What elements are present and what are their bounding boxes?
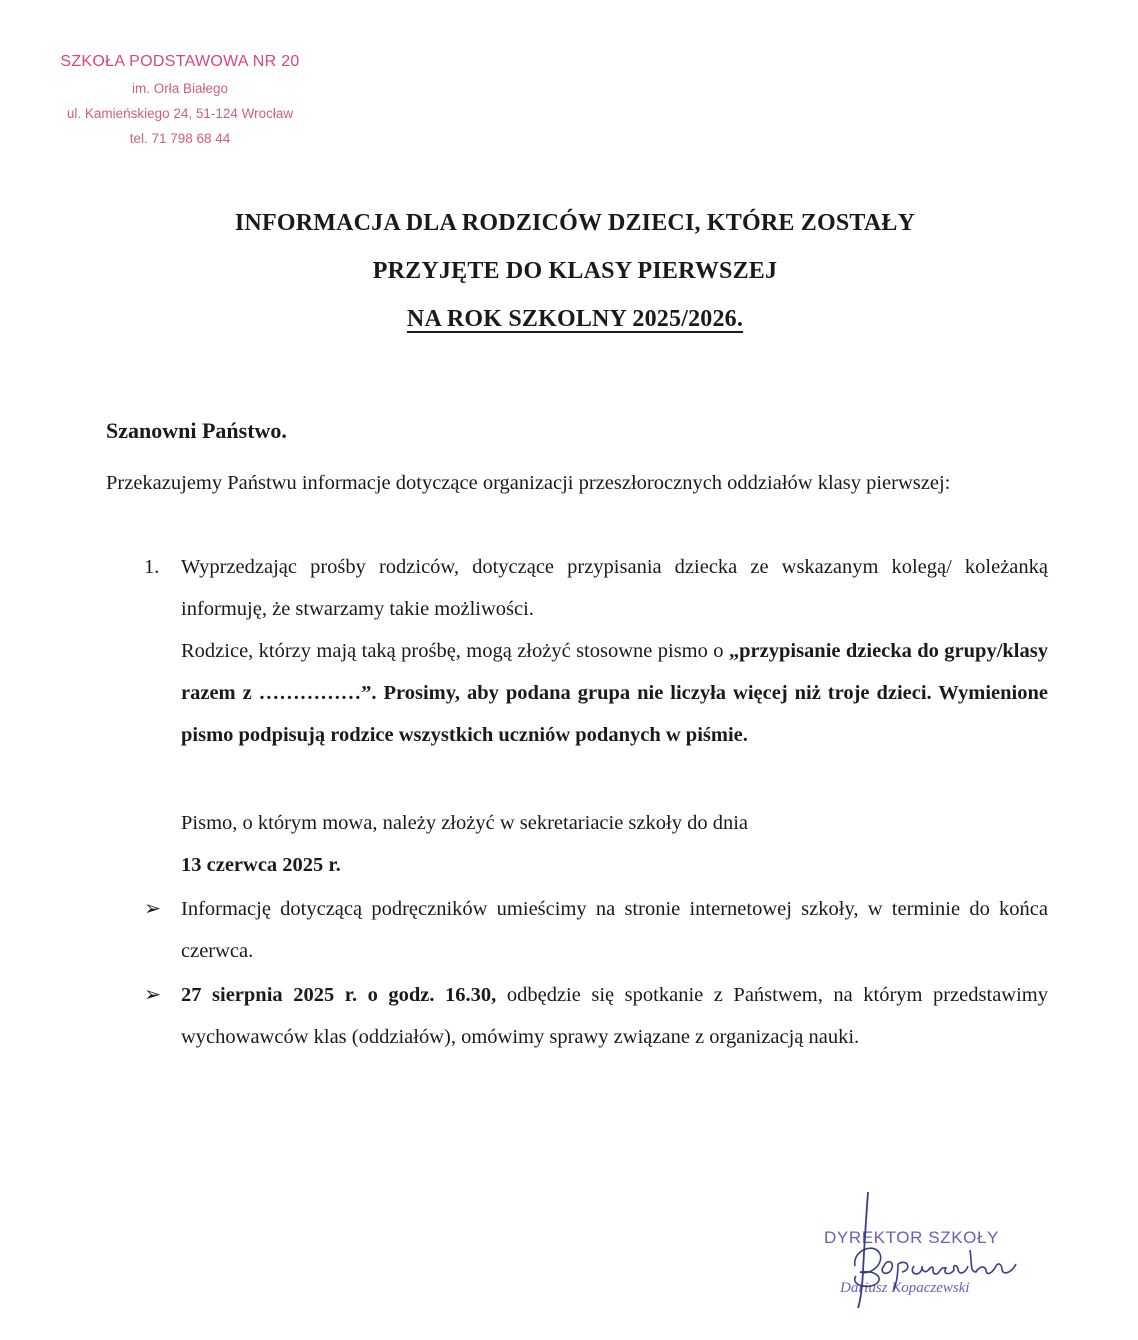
item-2-arrow-icon: ➢ [144, 898, 162, 920]
handwritten-signature-icon [780, 1180, 1080, 1310]
stamp-address: ul. Kamieńskiego 24, 51-124 Wrocław [66, 106, 294, 121]
item-3-body: odbędzie się spotkanie z Państwem, na którym przedstawimy wychowawców klas (oddziałów), omówimy sprawy związane z organizacją nauki. [181, 984, 1048, 1048]
greeting: Szanowni Państwo. [106, 418, 287, 443]
title-line-3-text: NA ROK SZKOLNY 2025/2026. [406, 306, 744, 332]
title-line-1: INFORMACJA DLA RODZICÓW DZIECI, KTÓRE ZOSTAŁY [234, 210, 916, 236]
item-3-arrow-icon: ➢ [144, 984, 162, 1006]
item-1-request [181, 630, 1048, 756]
item-3-date: 27 sierpnia 2025 r. o godz. 16.30, [181, 984, 497, 1006]
item-1-request-intro: Rodzice, którzy mają taką prośbę, mogą złożyć stosowne pismo o [181, 640, 729, 662]
item-1-deadline [181, 802, 1048, 886]
item-1-deadline-intro: Pismo, o którym mowa, należy złożyć w sekretariacie szkoły do dnia [181, 812, 749, 834]
title-line-3 [100, 306, 1050, 333]
item-1-text: Wyprzedzając prośby rodziców, dotyczące przypisania dziecka ze wskazanym kolegą/ koleżanką informuję, że stwarzamy takie możliwości. [181, 556, 1048, 620]
director-signature-block [780, 1180, 1080, 1310]
stamp-school-name: SZKOŁA PODSTAWOWA NR 20 [60, 53, 300, 70]
item-3-text [181, 974, 1048, 1058]
title-line-2: PRZYJĘTE DO KLASY PIERWSZEJ [372, 258, 778, 284]
item-1-number: 1. [144, 556, 160, 578]
item-1-request-bold: „przypisanie dziecka do grupy/klasy razem z ……………”. Prosimy, aby podana grupa nie liczyła więcej niż troje dzieci. Wymienione pismo podpisują rodzice wszystkich uczniów podanych w piśmie. [181, 640, 1048, 746]
school-stamp [40, 52, 320, 151]
stamp-patron: im. Orła Białego [131, 81, 229, 96]
item-1-deadline-date: 13 czerwca 2025 r. [181, 854, 341, 876]
signature-printed-name: Dariusz Kopaczewski [840, 1280, 970, 1296]
item-2-text: Informację dotyczącą podręczników umieścimy na stronie internetowej szkoły, w terminie do końca czerwca. [181, 898, 1048, 962]
stamp-phone: tel. 71 798 68 44 [129, 131, 231, 146]
intro-paragraph: Przekazujemy Państwu informacje dotyczące organizacji przeszłorocznych oddziałów klasy pierwszej: [106, 472, 951, 494]
signature-title: DYREKTOR SZKOŁY [824, 1228, 999, 1247]
